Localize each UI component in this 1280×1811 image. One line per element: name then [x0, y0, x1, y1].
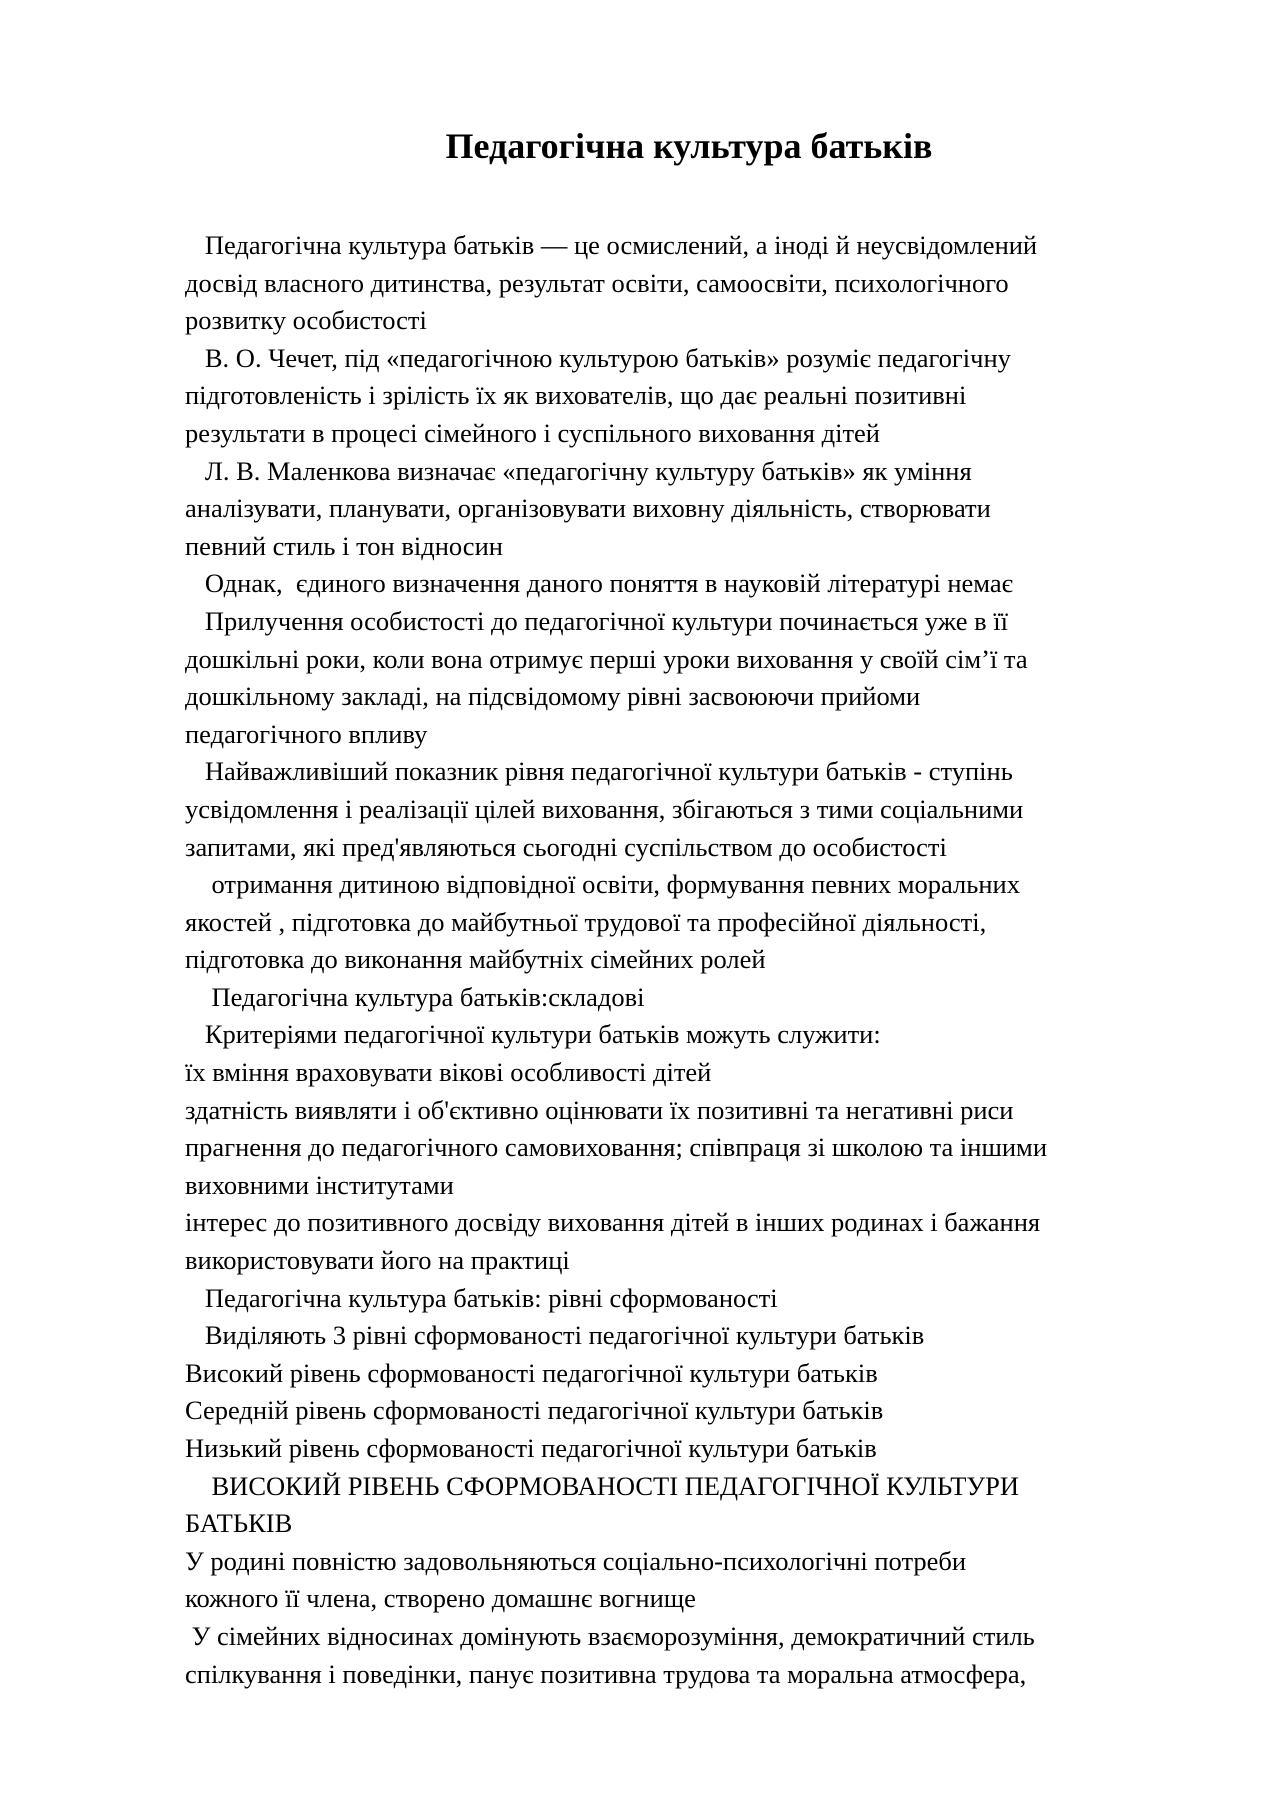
text-line: Педагогічна культура батьків: рівні сформованості: [185, 1282, 778, 1313]
text-line: Найважливіший показник рівня педагогічної культури батьків - ступінь: [185, 756, 1013, 787]
text-line: дошкільні роки, коли вона отримує перші уроки виховання у своїй сім’ї та: [185, 643, 1028, 674]
text-line: Виділяють 3 рівні сформованості педагогічної культури батьків: [185, 1320, 925, 1351]
text-line: результати в процесі сімейного і суспільного виховання дітей: [185, 417, 880, 448]
document-body: [185, 227, 1185, 1693]
text-line: Прилучення особистості до педагогічної культури починається уже в її: [185, 605, 1008, 636]
text-line: виховними інститутами: [185, 1169, 454, 1200]
text-line: Л. В. Маленкова визначає «педагогічну культуру батьків» як уміння: [185, 455, 972, 486]
text-line: Однак, єдиного визначення даного поняття в науковій літературі немає: [185, 568, 1013, 599]
text-line: Педагогічна культура батьків — це осмислений, а іноді й неусвідомлений: [185, 230, 1038, 260]
text-line: їх вміння враховувати вікові особливості дітей: [185, 1057, 712, 1088]
text-line: аналізувати, планувати, організовувати виховну діяльність, створювати: [185, 493, 991, 524]
text-line: Середній рівень сформованості педагогічної культури батьків: [185, 1395, 884, 1426]
text-line: дошкільному закладі, на підсвідомому рівні засвоюючи прийоми: [185, 681, 921, 712]
text-line: У сімейних відносинах домінують взаєморозуміння, демократичний стиль: [185, 1620, 1035, 1651]
text-line: інтерес до позитивного досвіду виховання дітей в інших родинах і бажання: [185, 1207, 1041, 1238]
text-line: досвід власного дитинства, результат освіти, самоосвіти, психологічного: [185, 267, 1009, 298]
text-line: Високий рівень сформованості педагогічної культури батьків: [185, 1357, 878, 1388]
text-line: розвитку особистості: [185, 305, 427, 336]
text-line: якостей , підготовка до майбутньої трудової та професійної діяльності,: [185, 906, 987, 937]
text-line: педагогічного впливу: [185, 718, 428, 749]
text-line: ВИСОКИЙ РІВЕНЬ СФОРМОВАНОСТІ ПЕДАГОГІЧНОЇ КУЛЬТУРИ: [185, 1470, 1020, 1501]
text-line: підготовка до виконання майбутніх сімейних ролей: [185, 944, 766, 975]
text-line: Педагогічна культура батьків:складові: [185, 981, 645, 1012]
text-line: певний стиль і тон відносин: [185, 530, 503, 561]
text-line: БАТЬКІВ: [185, 1508, 293, 1539]
text-line: У родині повністю задовольняються соціально-психологічні потреби: [185, 1545, 967, 1576]
text-line: Критеріями педагогічної культури батьків можуть служити:: [185, 1019, 881, 1050]
text-line: отримання дитиною відповідної освіти, формування певних моральних: [185, 869, 1020, 900]
text-line: усвідомлення і реалізації цілей виховання, збігаються з тими соціальними: [185, 793, 1024, 824]
text-line: прагнення до педагогічного самовиховання; співпраця зі школою та іншими: [185, 1132, 1048, 1163]
text-line: підготовленість і зрілість їх як вихователів, що дає реальні позитивні: [185, 380, 967, 411]
text-line: Низький рівень сформованості педагогічної культури батьків: [185, 1433, 877, 1463]
text-line: використовувати його на практиці: [185, 1245, 570, 1276]
text-line: кожного її члена, створено домашнє вогнище: [185, 1583, 696, 1614]
text-line: В. О. Чечет, під «педагогічною культурою батьків» розуміє педагогічну: [185, 342, 1011, 373]
page-title: Педагогічна культура батьків: [445, 126, 933, 166]
text-line: спілкування і поведінки, панує позитивна трудова та моральна атмосфера,: [185, 1658, 1027, 1689]
text-line: здатність виявляти і об'єктивно оцінювати їх позитивні та негативні риси: [185, 1094, 1014, 1125]
text-line: запитами, які пред'являються сьогодні суспільством до особистості: [185, 831, 947, 862]
